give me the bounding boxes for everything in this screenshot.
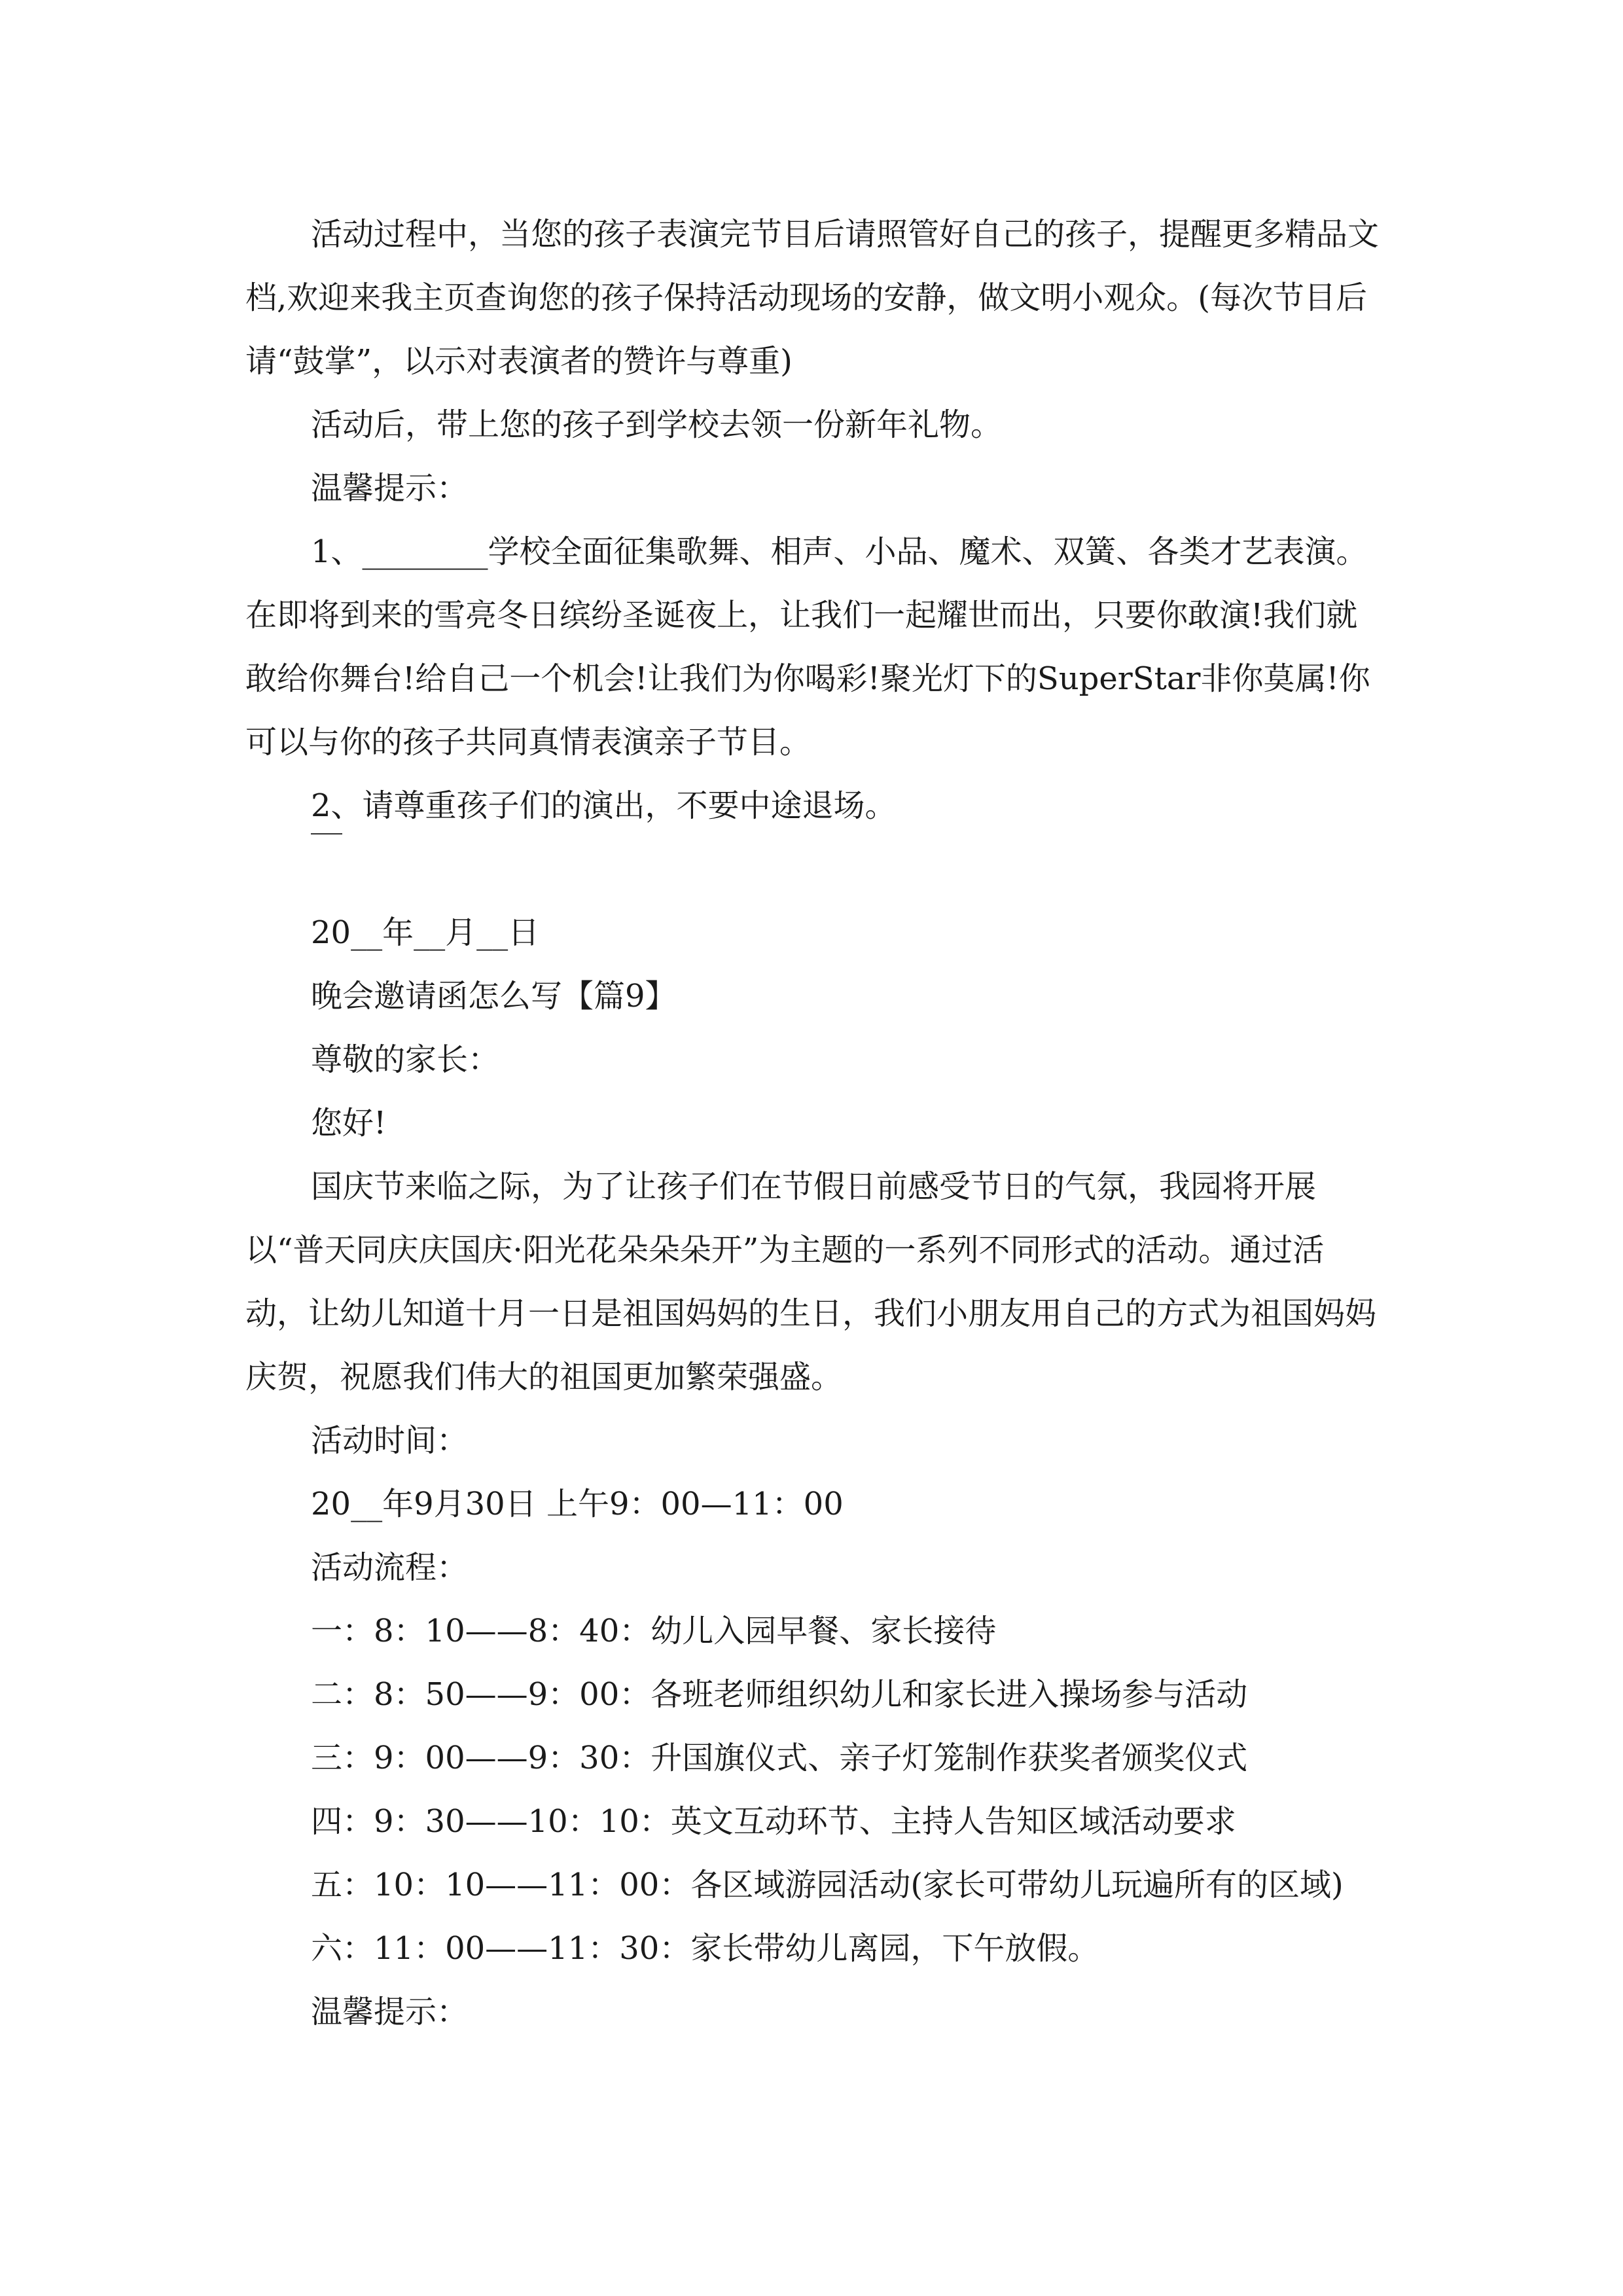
time-label: 活动时间： [311,1422,469,1459]
process-item: 四：9：30——10：10：英文互动环节、主持人告知区域活动要求 [311,1803,1236,1840]
process-item: 二：8：50——9：00：各班老师组织幼儿和家长进入操场参与活动 [311,1676,1248,1713]
tip-item-2: 2、请尊重孩子们的演出，不要中途退场。 [311,787,897,824]
document-page [245,203,1384,2044]
date-line: 20__年__月__日 [311,914,540,951]
salutation: 尊敬的家长： [311,1041,500,1078]
closing-tips-label: 温馨提示： [311,1994,469,2030]
signature-dash [245,838,1384,901]
process-item: 一：8：10——8：40：幼儿入园早餐、家长接待 [311,1613,997,1649]
process-item: 五：10：10——11：00：各区域游园活动(家长可带幼儿玩遍所有的区域) [311,1867,1344,1903]
process-item: 三：9：00——9：30：升国旗仪式、亲子灯笼制作获奖者颁奖仪式 [311,1740,1248,1776]
body-paragraph: 国庆节来临之际，为了让孩子们在节假日前感受节日的气氛，我园将开展以“普天同庆庆国庆·阳光花朵朵朵开”为主题的一系列不同形式的活动。通过活动，让幼儿知道十月一日是祖国妈妈的生日，我们小朋友用自己的方式为祖国妈妈庆贺，祝愿我们伟大的祖国更加繁荣强盛。 [245,1168,1377,1395]
paragraph-activity-process: 活动过程中，当您的孩子表演完节目后请照管好自己的孩子，提醒更多精品文档,欢迎来我主页查询您的孩子保持活动现场的安静，做文明小观众。(每次节目后请“鼓掌”，以示对表演者的赞许与尊重) [245,216,1380,380]
time-value: 20__年9月30日 上午9：00—11：00 [311,1486,844,1522]
section-title: 晚会邀请函怎么写【篇9】 [311,978,677,1014]
tip-item-1: 1、________学校全面征集歌舞、相声、小品、魔术、双簧、各类才艺表演。在即将到来的雪亮冬日缤纷圣诞夜上，让我们一起耀世而出，只要你敢演!我们就敢给你舞台!给自己一个机会!让我们为你喝彩!聚光灯下的SuperStar非你莫属!你可以与你的孩子共同真情表演亲子节目。 [245,533,1370,761]
dash-mark [311,833,342,834]
process-label: 活动流程： [311,1549,469,1586]
warm-tips-label: 温馨提示： [311,470,469,507]
process-item: 六：11：00——11：30：家长带幼儿离园，下午放假。 [311,1930,1099,1967]
paragraph-after-activity: 活动后，带上您的孩子到学校去领一份新年礼物。 [311,406,1003,443]
greeting: 您好! [311,1105,387,1141]
